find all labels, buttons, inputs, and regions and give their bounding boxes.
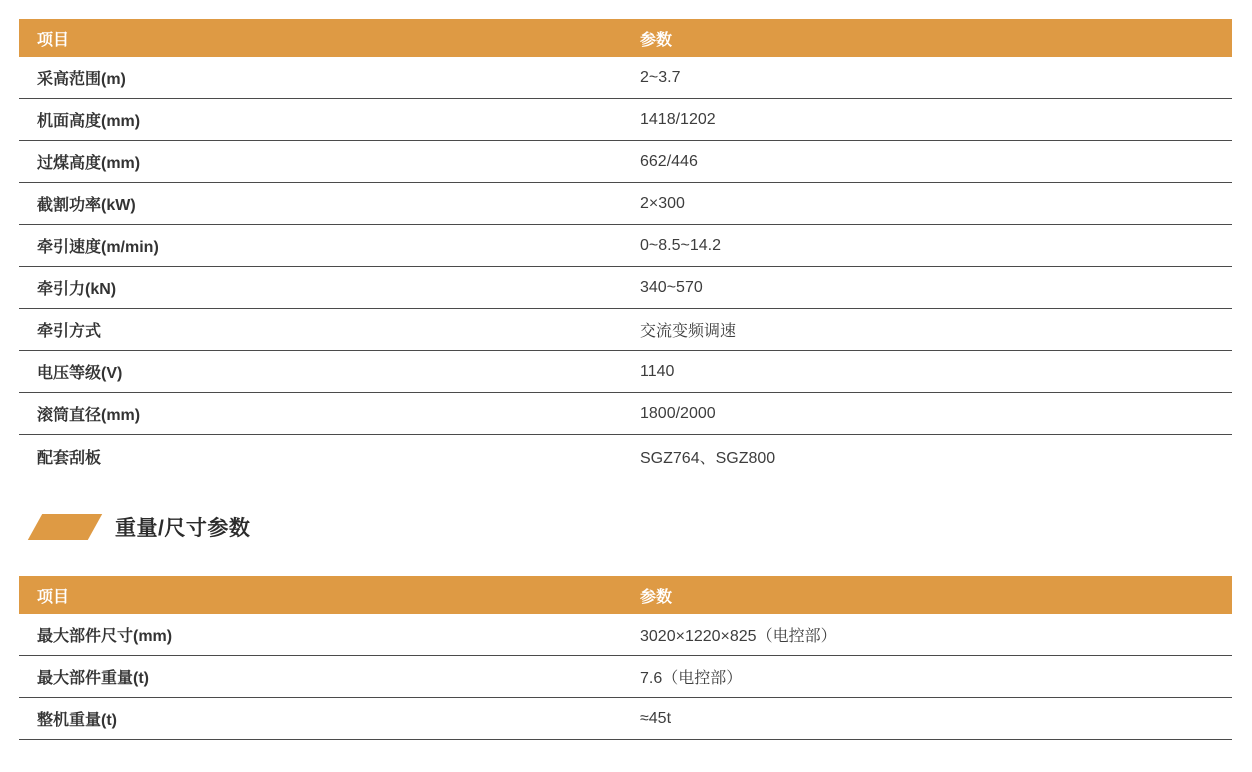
row-value: 2~3.7: [640, 68, 681, 86]
table-row: [19, 99, 1232, 141]
row-value: 340~570: [640, 278, 703, 296]
row-label: 最大部件尺寸(mm): [37, 628, 173, 645]
column-header-param: 参数: [640, 31, 673, 49]
row-label: 过煤高度(mm): [37, 155, 141, 172]
table-row: [19, 57, 1232, 99]
table-row: [19, 614, 1232, 656]
row-value: SGZ764、SGZ800: [640, 449, 776, 467]
section-heading: [19, 513, 1233, 541]
table-row: [19, 393, 1232, 435]
row-label: 牵引速度(m/min): [37, 239, 159, 256]
table-row: [19, 351, 1232, 393]
parallelogram-accent-icon: [28, 514, 102, 540]
row-value: 1418/1202: [640, 110, 716, 128]
row-value: ≈45t: [640, 709, 672, 727]
column-header-item: 项目: [37, 31, 70, 49]
table-row: [19, 435, 1232, 477]
table-row: [19, 225, 1232, 267]
row-value: 3020×1220×825（电控部）: [640, 628, 837, 645]
table-row: [19, 656, 1232, 698]
weight-dimension-spec-table: [19, 576, 1232, 740]
row-label: 牵引方式: [37, 323, 102, 340]
row-label: 电压等级(V): [37, 365, 123, 382]
row-value: 交流变频调速: [640, 323, 737, 340]
row-value: 7.6（电控部）: [640, 670, 743, 687]
table-row: [19, 267, 1232, 309]
table-row: [19, 183, 1232, 225]
table-row: [19, 309, 1232, 351]
section-heading-title: 重量/尺寸参数: [115, 517, 251, 540]
table-row: [19, 141, 1232, 183]
row-value: 662/446: [640, 152, 698, 170]
row-label: 整机重量(t): [37, 712, 117, 729]
row-label: 牵引力(kN): [37, 281, 117, 298]
table-header-row: [19, 576, 1232, 614]
table-header-row: [19, 19, 1232, 57]
row-label: 截割功率(kW): [37, 197, 136, 214]
row-label: 机面高度(mm): [37, 113, 141, 130]
performance-spec-table: [19, 19, 1232, 477]
row-value: 0~8.5~14.2: [640, 236, 721, 254]
row-value: 1800/2000: [640, 404, 716, 422]
row-label: 配套刮板: [37, 449, 102, 467]
row-label: 最大部件重量(t): [37, 670, 149, 687]
row-value: 1140: [640, 362, 675, 380]
table-row: [19, 698, 1232, 740]
row-label: 采高范围(m): [37, 71, 126, 88]
row-label: 滚筒直径(mm): [37, 407, 141, 424]
row-value: 2×300: [640, 194, 685, 212]
column-header-param: 参数: [640, 588, 673, 606]
column-header-item: 项目: [37, 588, 70, 606]
